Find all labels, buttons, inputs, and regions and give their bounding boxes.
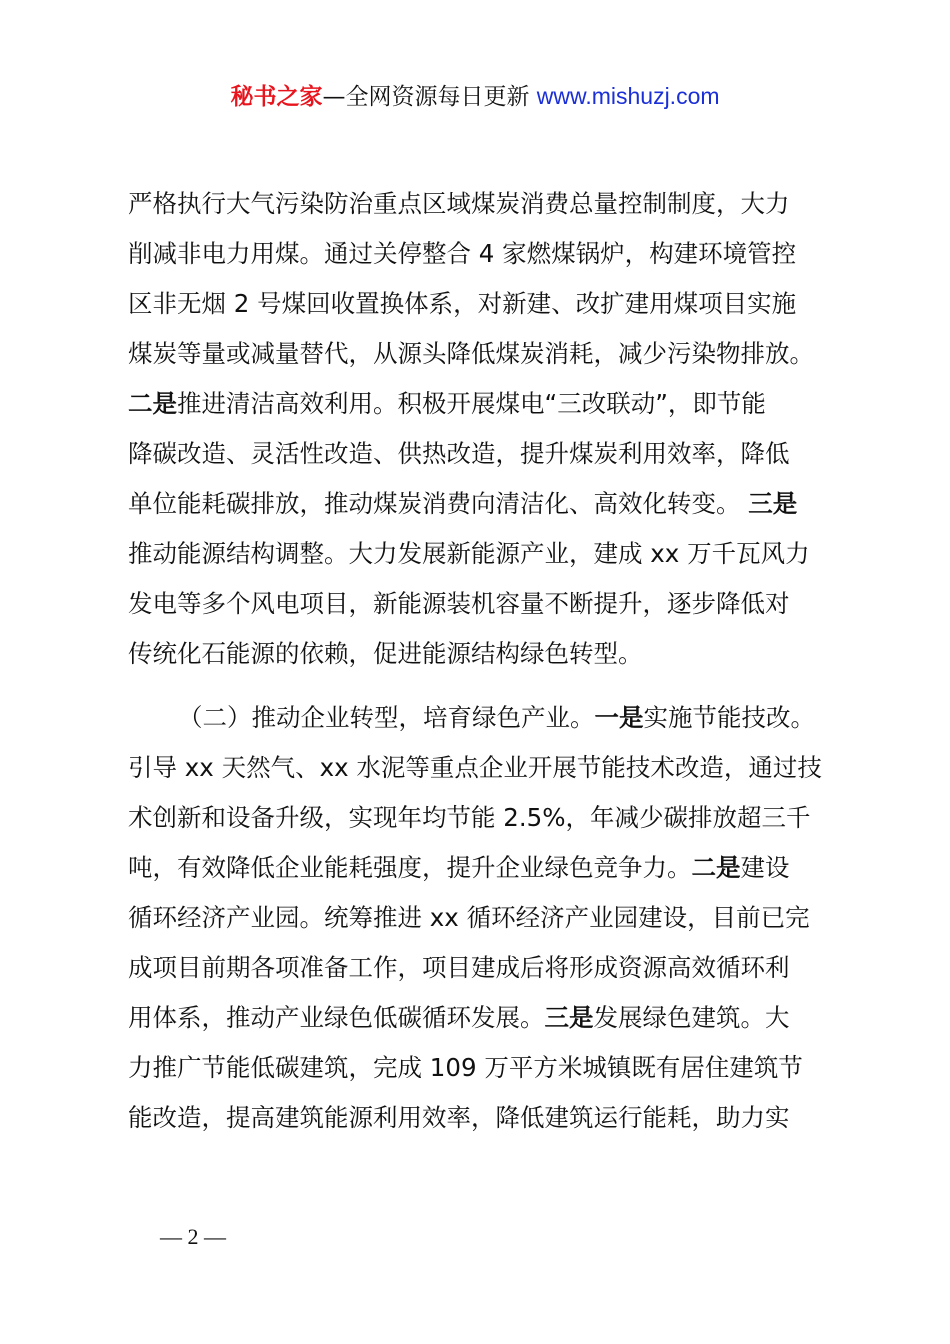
body-line (128, 948, 790, 988)
emphasis-text: 二是 (128, 389, 177, 418)
line-text: 推动能源结构调整。大力发展新能源产业，建成 xx 万千瓦风力 (128, 539, 810, 568)
section-heading: （二）推动企业转型，培育绿色产业。 (178, 703, 595, 732)
line-text: 成项目前期各项准备工作，项目建成后将形成资源高效循环利 (128, 953, 790, 982)
line-text: 引导 xx 天然气、xx 水泥等重点企业开展节能技术改造，通过技 (128, 753, 822, 782)
line-text: 严格执行大气污染防治重点区域煤炭消费总量控制制度，大力 (128, 189, 790, 218)
emphasis-text: 二是 (691, 853, 741, 882)
emphasis-text: 一是 (594, 703, 644, 732)
line-text: 煤炭等量或减量替代，从源头降低煤炭消耗，减少污染物排放。 (128, 339, 814, 368)
line-text: 术创新和设备升级，实现年均节能 2.5%，年减少碳排放超三千 (128, 803, 811, 832)
line-text: 力推广节能低碳建筑，完成 109 万平方米城镇既有居住建筑节 (128, 1053, 803, 1082)
body-line (128, 234, 796, 274)
line-text: 发展绿色建筑。大 (593, 1003, 790, 1032)
body-line (128, 534, 810, 574)
body-line (128, 584, 790, 624)
body-line (128, 798, 811, 838)
body-line (128, 434, 790, 474)
header-tagline: —全网资源每日更新 (322, 84, 537, 110)
emphasis-text: 三是 (544, 1003, 594, 1032)
body-line (128, 1098, 790, 1138)
line-text: 区非无烟 2 号煤回收置换体系，对新建、改扩建用煤项目实施 (128, 289, 797, 318)
body-line (128, 334, 814, 374)
body-line (128, 484, 797, 524)
section-heading-line (178, 698, 815, 738)
header-url-link[interactable]: www.mishuzj.com (536, 83, 720, 109)
emphasis-text: 三是 (748, 489, 798, 518)
body-line (128, 748, 822, 788)
body-line (128, 998, 790, 1038)
body-line (128, 184, 790, 224)
body-line (128, 634, 643, 674)
body-line (128, 284, 796, 324)
body-line (128, 384, 766, 424)
line-text: 发电等多个风电项目，新能源装机容量不断提升，逐步降低对 (128, 589, 790, 618)
body-line (128, 1048, 803, 1088)
line-text: 单位能耗碳排放，推动煤炭消费向清洁化、高效化转变。 (128, 489, 741, 518)
line-text: 循环经济产业园。统筹推进 xx 循环经济产业园建设，目前已完 (128, 903, 810, 932)
site-header (0, 80, 950, 113)
page-number: — 2 — (160, 1224, 226, 1249)
line-text: 推进清洁高效利用。积极开展煤电“三改联动”，即节能 (177, 389, 766, 418)
line-text: 降碳改造、灵活性改造、供热改造，提升煤炭利用效率，降低 (128, 439, 790, 468)
line-text: 用体系，推动产业绿色低碳循环发展。 (128, 1003, 545, 1032)
line-text: 削减非电力用煤。通过关停整合 4 家燃煤锅炉，构建环境管控 (128, 239, 797, 268)
line-text: 传统化石能源的依赖，促进能源结构绿色转型。 (128, 639, 643, 668)
line-text: 吨，有效降低企业能耗强度，提升企业绿色竞争力。 (128, 853, 692, 882)
line-text: 能改造，提高建筑能源利用效率，降低建筑运行能耗，助力实 (128, 1103, 790, 1132)
body-line (128, 898, 810, 938)
body-line (128, 848, 790, 888)
line-text: 建设 (740, 853, 790, 882)
line-text: 实施节能技改。 (643, 703, 815, 732)
header-brand: 秘书之家 (230, 84, 323, 110)
